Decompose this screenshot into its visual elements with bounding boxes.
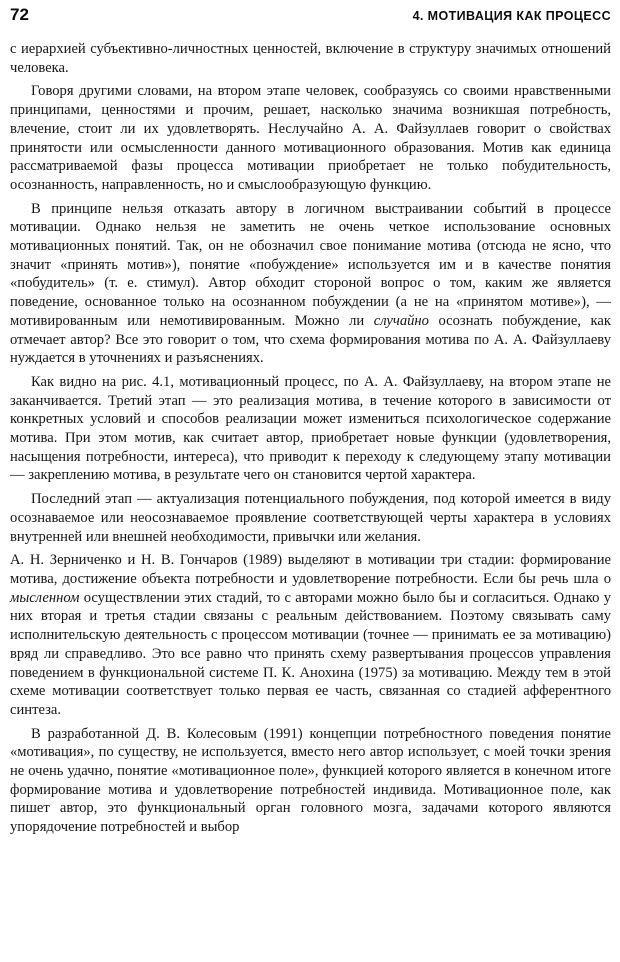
emphasis-text: случайно: [373, 312, 429, 329]
text-run: В принципе нельзя отказать автору в логичном выстраивании событий в процессе мотивации. Однако нельзя не заметить не очень четкое использование основных мотивационных понятий. Так, он не обозначил свое понимание мотива (отсюда не ясно, что значит «принять мотив»), понятие «побуждение» используется им и в качестве понятия «побудитель» (т. е. стимул). Автор обходит стороной вопрос о том, каким же является поведение, основанное только на осознанном побуждении (а не на «принятом мотиве»), — мотивированным или немотивированным. Можно ли: [10, 200, 611, 329]
page-header: [10, 5, 611, 25]
body-text: [10, 40, 611, 837]
text-run: Как видно на рис. 4.1, мотивационный процесс, по А. А. Файзуллаеву, на втором этапе не заканчивается. Третий этап — это реализация мотива, в течение которого в зависимости от конкретных условий и способов реализации может измениться психологическое содержание мотива. При этом мотив, как считает автор, приобретает новые функции (удовлетворения, насыщения потребности, интереса), что приводит к переходу к следующему этапу мотивации — закреплению мотива, в результате чего он становится чертой характера.: [10, 373, 611, 484]
emphasis-text: мысленном: [10, 589, 80, 606]
paragraph: [10, 82, 611, 194]
text-run: с иерархией субъективно-личностных ценностей, включение в структуру значимых отношений человека.: [10, 41, 611, 76]
paragraph: [10, 200, 611, 368]
text-run: А. Н. Зерниченко и Н. В. Гончаров (1989) выделяют в мотивации три стадии: формирование мотива, достижение объекта потребности и удовлетворение потребности. Если бы речь шла о: [10, 552, 611, 587]
text-run: Говоря другими словами, на втором этапе человек, сообразуясь со своими нравственными принципами, ценностями и прочим, решает, насколько значима возникшая потребность, влечение, стоит ли их удовлетворять. Неслучайно А. А. Файзуллаев говорит о свойствах принятости или осмысленности данного мотивационного образования. Мотив как единица рассматриваемой фазы процесса мотивации приобретает не только побудительность, осознанность, направленность, но и смыслообразующую функцию.: [10, 83, 611, 193]
paragraph: [10, 373, 611, 485]
text-run: В разработанной Д. В. Колесовым (1991) концепции потребностного поведения понятие «мотивация», по существу, не используется, вместо него автор использует, с моей точки зрения не очень удачно, понятие «мотивационное поле», функцией которого является в конечном итоге формирование мотива и удовлетворение потребностей индивида. Мотивационное поле, как пишет автор, это функциональный орган головного мозга, задачами которого являются упорядочение потребностей и выбор: [10, 725, 611, 836]
running-head: 4. МОТИВАЦИЯ КАК ПРОЦЕСС: [412, 9, 611, 23]
page-number: 72: [10, 5, 29, 24]
text-run: осознать побуждение, как отмечает автор? Все это говорит о том, что схема формирования мотива по А. А. Файзуллаеву нуждается в уточнениях и разъяснениях.: [10, 312, 611, 367]
text-run: осуществлении этих стадий, то с авторами можно было бы и согласиться. Однако у них вторая и третья стадии связаны с реальным действованием. Поэтому связывать саму исполнительскую деятельность с процессом мотивации (точнее — принимать ее за мотивацию) вряд ли справедливо. Это все равно что принять схему развертывания процессов управления поведением в функциональной системе П. К. Анохина (1975) за мотивацию. Между тем в этой схеме мотивации соответствует только первая ее часть, связанная со стадией афферентного синтеза.: [10, 589, 611, 718]
text-run: Последний этап — актуализация потенциального побуждения, под которой имеется в виду осознаваемое или неосознаваемое проявление соответствующей черты характера в условиях внутренней или внешней необходимости, привычки или желания.: [10, 491, 611, 545]
paragraph: [10, 40, 611, 77]
paragraph: [10, 551, 611, 719]
paragraph: [10, 725, 611, 837]
paragraph: [10, 490, 611, 546]
